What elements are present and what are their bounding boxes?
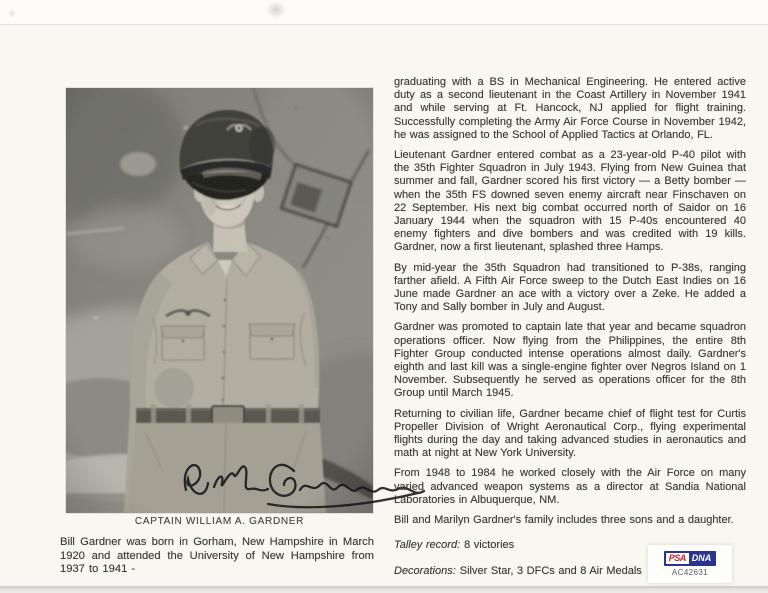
psa-label: PSA [666,553,689,564]
talley-record-label: Talley record: [394,539,461,552]
portrait-photo [66,88,373,513]
photo-caption: CAPTAIN WILLIAM A. GARDNER [134,516,305,527]
bio-paragraph: Lieutenant Gardner entered combat as a 23-year-old P-40 pilot with the 35th Fighter Squadron in July 1943. Flying from New Guinea that summer and fall, Gardner scored his first victory — a Betty bomber —when the 35th FS downed seven enemy aircraft near Finschaven on 22 September. His next big combat occurred north of Saidor on 16 January 1944 when the squadron with 15 P-40s encountered 40 enemy fighters and dive bombers and was credited with 19 kills. Gardner, now a first lieutenant, splashed three Hamps. [394,149,746,254]
scan-bottom-edge [0,586,768,593]
talley-record-value: 8 victories [464,539,515,552]
bio-column [394,76,746,585]
bio-paragraph: From 1948 to 1984 he worked closely with the Air Force on many varied advanced weapon systems as a director at Sandia National Laboratories in Albuquerque, NM. [394,467,746,506]
cert-number: AC42631 [671,568,709,577]
scan-speck-mark [8,8,16,18]
psa-dna-sticker [648,545,732,583]
bio-paragraph: Returning to civilian life, Gardner became chief of flight test for Curtis Propeller Division of Wright Aeronautical Corp., flying experimental flights during the day and taking advanced studies in aeronautics and math at night at New York University. [394,407,746,460]
decorations-label: Decorations: [394,564,456,577]
intro-paragraph: Bill Gardner was born in Gorham, New Hampshire in March 1920 and attended the University of New Hampshire from 1937 to 1941 - [60,536,374,576]
photo-grain [66,88,373,513]
bio-paragraph: graduating with a BS in Mechanical Engineering. He entered active duty as a second lieutenant in the Coast Artillery in November 1941 and while serving at Ft. Hancock, NJ applied for flight training. Successfully completing the Army Air Force Course in November 1942, he was assigned to the School of Applied Tactics at Orlando, FL. [394,76,746,141]
scan-smudge-mark [266,1,286,19]
psa-dna-logo [664,551,717,566]
bio-paragraph: Gardner was promoted to captain late that year and became squadron operations officer. Now flying from the Philippines, the entire 8th Fighter Group conducted intense operations almost daily. Gardner's eighth and last kill was a single-engine fighter over Negros Island on 1 November. Subsequently he served as operations officer for the 8th Group until March 1945. [394,321,746,400]
bio-paragraph: By mid-year the 35th Squadron had transitioned to P-38s, ranging farther afield. A Fifth Air Force sweep to the Dutch East Indies on 16 June made Gardner an ace with a victory over a Zeke. He added a Tony and Sally bomber in July and August. [394,261,746,314]
decorations-value: Silver Star, 3 DFCs and 8 Air Medals [459,564,642,577]
dna-label: DNA [689,553,715,564]
pilot-portrait-art [66,88,373,513]
bio-paragraph: Bill and Marilyn Gardner's family includes three sons and a daughter. [394,514,734,527]
